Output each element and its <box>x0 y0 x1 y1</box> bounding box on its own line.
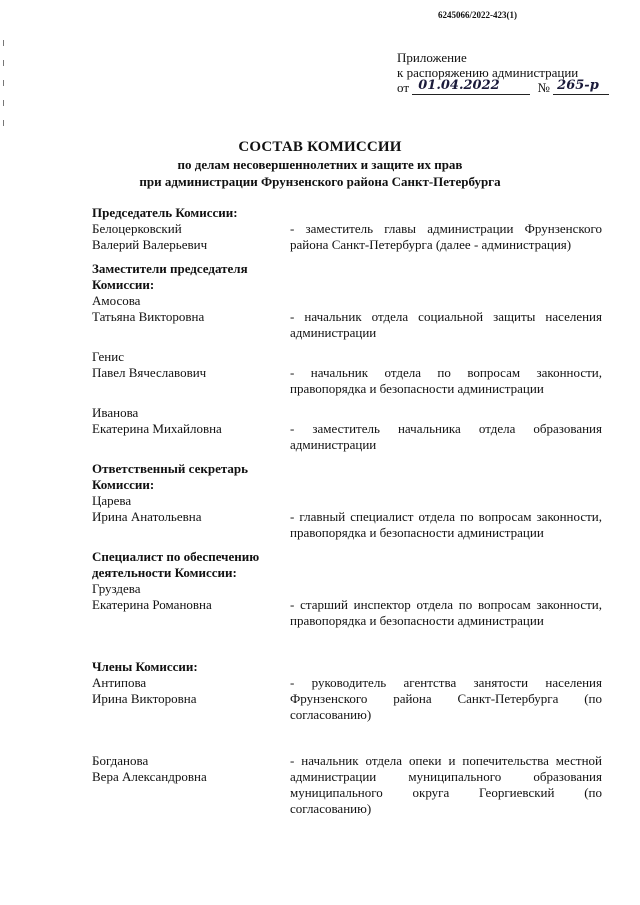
member-first-name: Вера Александровна <box>92 769 207 784</box>
title-line3: при администрации Фрунзенского района Санкт-Петербурга <box>139 174 501 189</box>
member-position: - начальник отдела социальной защиты населения администрации <box>290 309 602 340</box>
member-name <box>92 675 282 723</box>
handwritten-number: 265-р <box>557 78 599 93</box>
member-row <box>92 221 602 253</box>
member-position: - заместитель главы администрации Фрунзенского района Санкт-Петербурга (далее - администрация) <box>290 221 602 252</box>
document-title <box>0 138 640 190</box>
member-surname: Иванова <box>92 405 139 420</box>
member-surname: Амосова <box>92 293 141 308</box>
commission-roster <box>92 205 602 817</box>
number-label: № <box>537 80 550 95</box>
document-number: 6245066/2022-423(1) <box>438 10 517 20</box>
member-row <box>92 493 602 541</box>
number-field <box>553 80 609 95</box>
member-name <box>92 405 282 453</box>
specialist-header-line2: деятельности Комиссии: <box>92 565 237 580</box>
member-first-name: Ирина Анатольевна <box>92 509 202 524</box>
member-surname: Генис <box>92 349 124 364</box>
member-first-name: Валерий Валерьевич <box>92 237 208 252</box>
member-position: - заместитель начальника отдела образования администрации <box>290 421 602 452</box>
member-first-name: Екатерина Михайловна <box>92 421 222 436</box>
member-row <box>92 405 602 453</box>
specialist-header-line1: Специалист по обеспечению <box>92 549 260 564</box>
date-field <box>412 80 530 95</box>
member-name <box>92 493 282 541</box>
member-surname: Белоцерковский <box>92 221 182 236</box>
handwritten-date: 01.04.2022 <box>418 78 500 93</box>
member-name <box>92 293 282 341</box>
member-first-name: Татьяна Викторовна <box>92 309 205 324</box>
member-first-name: Екатерина Романовна <box>92 597 212 612</box>
from-label: от <box>397 80 410 95</box>
member-surname: Антипова <box>92 675 147 690</box>
member-position: - главный специалист отдела по вопросам законности, правопорядка и безопасности администрации <box>290 509 602 540</box>
member-row <box>92 675 602 723</box>
appendix-line2: к распоряжению администрации <box>397 65 579 80</box>
chair-header: Председатель Комиссии: <box>92 205 238 220</box>
members-header: Члены Комиссии: <box>92 659 198 674</box>
member-name <box>92 581 282 629</box>
appendix-line1: Приложение <box>397 50 467 65</box>
member-first-name: Павел Вячеславович <box>92 365 207 380</box>
member-row <box>92 753 602 817</box>
member-name <box>92 753 282 817</box>
member-row <box>92 349 602 397</box>
member-name <box>92 349 282 397</box>
title-line2: по делам несовершеннолетних и защите их прав <box>177 157 463 172</box>
member-first-name: Ирина Викторовна <box>92 691 197 706</box>
member-row <box>92 293 602 341</box>
member-name <box>92 221 282 253</box>
member-surname: Груздева <box>92 581 141 596</box>
secretary-header-line2: Комиссии: <box>92 477 155 492</box>
member-surname: Царева <box>92 493 132 508</box>
member-surname: Богданова <box>92 753 149 768</box>
secretary-header-line1: Ответственный секретарь <box>92 461 248 476</box>
appendix-block <box>397 50 627 95</box>
member-position: - начальник отдела опеки и попечительства местной администрации муниципального образования муниципального округа Георгиевский (по согласованию) <box>290 753 602 816</box>
deputies-header-line1: Заместители председателя <box>92 261 248 276</box>
title-line1: СОСТАВ КОМИССИИ <box>238 139 402 155</box>
member-position: - начальник отдела по вопросам законности, правопорядка и безопасности администрации <box>290 365 602 396</box>
member-row <box>92 581 602 629</box>
member-position: - старший инспектор отдела по вопросам законности, правопорядка и безопасности администрации <box>290 597 602 628</box>
margin-marks <box>3 40 5 140</box>
member-position: - руководитель агентства занятости населения Фрунзенского района Санкт-Петербурга (по согласованию) <box>290 675 602 722</box>
deputies-header-line2: Комиссии: <box>92 277 155 292</box>
appendix-line3 <box>397 80 627 95</box>
